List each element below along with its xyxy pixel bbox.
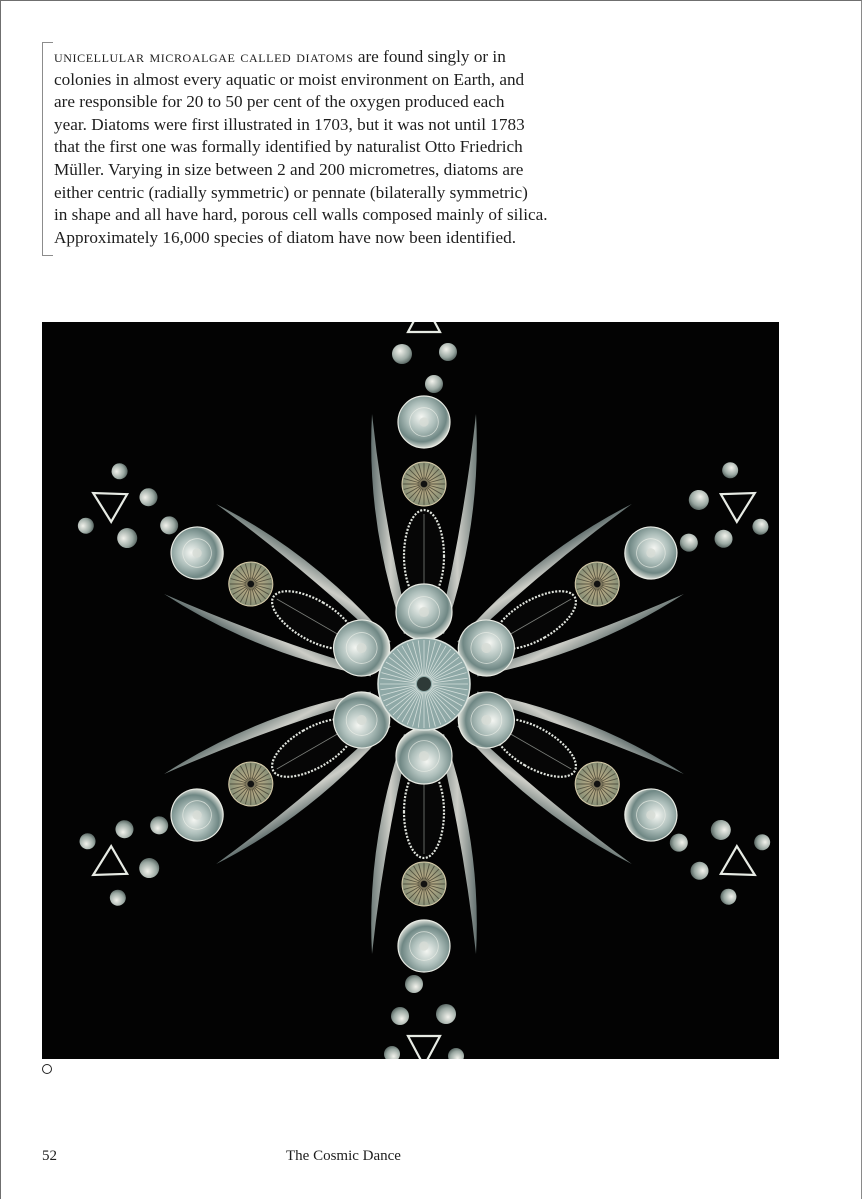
bead-diatom	[719, 459, 741, 481]
running-title: The Cosmic Dance	[286, 1148, 401, 1164]
bead-diatom	[157, 513, 182, 538]
bead-diatom	[384, 1046, 400, 1059]
text-line-9: Approximately 16,000 species of diatom have now been identified.	[54, 227, 517, 247]
bead-diatom	[425, 375, 443, 393]
diatom-arm-1	[371, 322, 477, 664]
bead-diatom	[147, 813, 172, 838]
diatom-star-illustration	[42, 322, 779, 1059]
text-line-8: in shape and all have hard, porous cell walls composed mainly of silica.	[54, 205, 548, 225]
bead-diatom	[751, 831, 773, 853]
text-line-3: are responsible for 20 to 50 per cent of the oxygen produced each	[54, 92, 505, 112]
diatom-arm-4	[371, 704, 477, 1059]
text-line-5: that the first one was formally identified by naturalist Otto Friedrich	[54, 137, 523, 157]
bead-diatom	[667, 830, 692, 855]
bead-diatom	[687, 858, 712, 883]
bead-diatom	[114, 524, 141, 551]
text-line-2: colonies in almost every aquatic or moist environment on Earth, and	[54, 69, 525, 89]
bead-diatom	[677, 530, 702, 555]
bead-diatom	[112, 817, 137, 842]
text-line-6: Müller. Varying in size between 2 and 200 micrometres, diatoms are	[54, 159, 524, 179]
bead-diatom	[109, 460, 131, 482]
bead-diatom	[77, 830, 99, 852]
bead-diatom	[392, 344, 412, 364]
triangle-diatom	[85, 846, 127, 889]
lead-in: unicellular microalgae called diatoms	[54, 47, 354, 66]
bead-diatom	[405, 975, 423, 993]
intro-paragraph	[54, 46, 594, 249]
bead-diatom	[107, 887, 129, 909]
triangle-diatom	[85, 479, 127, 522]
diatom-photograph	[42, 322, 779, 1059]
bead-diatom	[439, 343, 457, 361]
bead-diatom	[391, 1007, 409, 1025]
text-line-7: either centric (radially symmetric) or pennate (bilaterally symmetric)	[54, 182, 528, 202]
triangle-diatom	[408, 1036, 440, 1059]
bead-diatom	[136, 485, 161, 510]
bead-diatom	[75, 515, 97, 537]
bead-diatom	[136, 854, 163, 881]
bead-diatom	[436, 1004, 456, 1024]
bead-diatom	[718, 886, 740, 908]
bead-diatom	[448, 1048, 464, 1059]
text-line-1: unicellular microalgae called diatoms are found singly or in	[54, 47, 506, 66]
text-bracket	[42, 42, 53, 256]
page-number: 52	[42, 1148, 57, 1164]
bead-diatom	[711, 526, 736, 551]
triangle-diatom	[721, 846, 763, 889]
triangle-diatom	[721, 479, 763, 522]
triangle-diatom	[408, 322, 440, 332]
bead-diatom	[750, 516, 772, 538]
caption-marker	[42, 1064, 52, 1074]
text-line-4: year. Diatoms were first illustrated in 1703, but it was not until 1783	[54, 114, 525, 134]
bead-diatom	[685, 486, 712, 513]
bead-diatom	[707, 816, 734, 843]
